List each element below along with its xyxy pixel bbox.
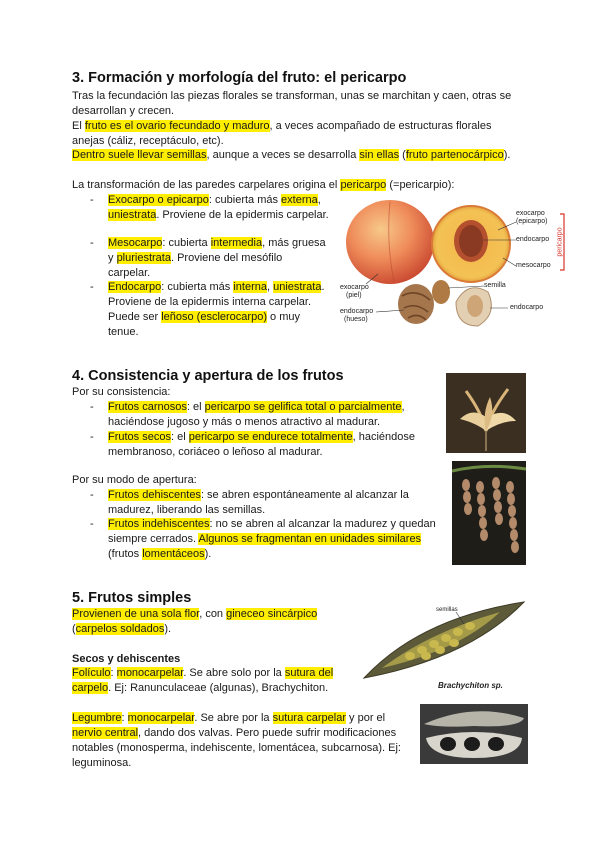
whole-peach	[346, 200, 434, 284]
s3-paragraph-1: Tras la fecundación las piezas florales se transforman, unas se marchitan y caen, otras se desarrollan y crecen.	[72, 90, 512, 117]
section-3-title: 3. Formación y morfología del fruto: el pericarpo	[72, 70, 407, 86]
label-pericarpo: pericarpo	[556, 227, 564, 257]
s4-intro-consistencia: Por su consistencia:	[72, 386, 171, 398]
label-endocarpo-right: endocarpo	[516, 236, 550, 243]
peach-pericarp-figure	[338, 192, 578, 342]
label-piel: (piel)	[346, 292, 362, 299]
s5-subheading: Secos y dehiscentes	[72, 653, 181, 665]
brachychiton-follicle-figure	[360, 598, 530, 694]
s5-foliculo: Folículo: monocarpelar. Se abre solo por la sutura del carpelo. Ej: Ranunculaceae (algunas), Brachychiton.	[72, 667, 334, 694]
label-endocarpo-left: endocarpo	[340, 308, 374, 315]
s4-intro-apertura: Por su modo de apertura:	[72, 474, 197, 486]
follicle-interior	[382, 612, 500, 668]
peach-seed	[432, 280, 450, 304]
list-item-frutos-indehiscentes: - Frutos indehiscentes: no se abren al alcanzar la madurez y quedan siempre cerrados. Algunos se fragmentan en unidades similares (frutos lomentáceos).	[90, 518, 436, 560]
list-item-endocarpo: - Endocarpo: cubierta más interna, uniestrata. Proviene de la epidermis interna carpelar. Puede ser leñoso (esclerocarpo) o muy tenue.	[90, 281, 325, 338]
brachychiton-caption: Brachychiton sp.	[438, 681, 503, 690]
label-semilla: semilla	[484, 282, 506, 289]
label-exocarpo-left: exocarpo	[340, 284, 369, 291]
s5-legumbre: Legumbre: monocarpelar. Se abre por la sutura carpelar y por el nervio central, dando dos valvas. Pero puede sufrir modificaciones notables (monosperma, indehiscente, lomentácea, subcarnosa). Ej: leguminosa.	[72, 712, 401, 769]
label-mesocarpo-right: mesocarpo	[516, 262, 551, 269]
list-item-frutos-secos: - Frutos secos: el pericarpo se endurece totalmente, haciéndose membranoso, coriáceo o leñoso al madurar.	[90, 431, 415, 458]
list-item-frutos-carnosos: - Frutos carnosos: el pericarpo se gelifica total o parcialmente, haciéndose jugoso y más o menos atractivo al madurar.	[90, 401, 405, 428]
section-5-title: 5. Frutos simples	[72, 590, 192, 606]
s5-paragraph-1: Provienen de una sola flor, con gineceo sincárpico (carpelos soldados).	[72, 608, 318, 635]
label-exocarpo-right: exocarpo	[516, 210, 545, 217]
s3-paragraph-2: El fruto es el ovario fecundado y maduro, a veces acompañado de estructuras florales anejas (cáliz, receptáculo, etc).	[72, 120, 492, 147]
label-endocarpo-bottom: endocarpo	[510, 304, 544, 311]
section-4-title: 4. Consistencia y apertura de los frutos	[72, 368, 344, 384]
s3-paragraph-3: Dentro suele llevar semillas, aunque a veces se desarrolla sin ellas (fruto partenocárpico).	[72, 149, 511, 161]
list-item-frutos-dehiscentes: - Frutos dehiscentes: se abren espontáneamente al alcanzar la madurez, liberando las semillas.	[90, 489, 409, 516]
dehiscent-fruit-photo	[446, 373, 526, 453]
s3-paragraph-4: La transformación de las paredes carpelares origina el pericarpo (=pericarpio):	[72, 179, 455, 191]
lomentaceous-fruit-photo	[452, 461, 526, 565]
label-epicarpo-right: (epicarpo)	[516, 218, 548, 225]
list-item-mesocarpo: - Mesocarpo: cubierta intermedia, más gruesa y pluriestrata. Proviene del mesófilo carpelar.	[90, 237, 326, 279]
legume-photo	[420, 704, 528, 764]
peach-stone	[398, 284, 434, 324]
list-item-exocarpo: - Exocarpo o epicarpo: cubierta más externa, uniestrata. Proviene de la epidermis carpelar.	[90, 194, 329, 221]
label-hueso: (hueso)	[344, 316, 368, 323]
label-semillas: semillas	[436, 607, 458, 613]
